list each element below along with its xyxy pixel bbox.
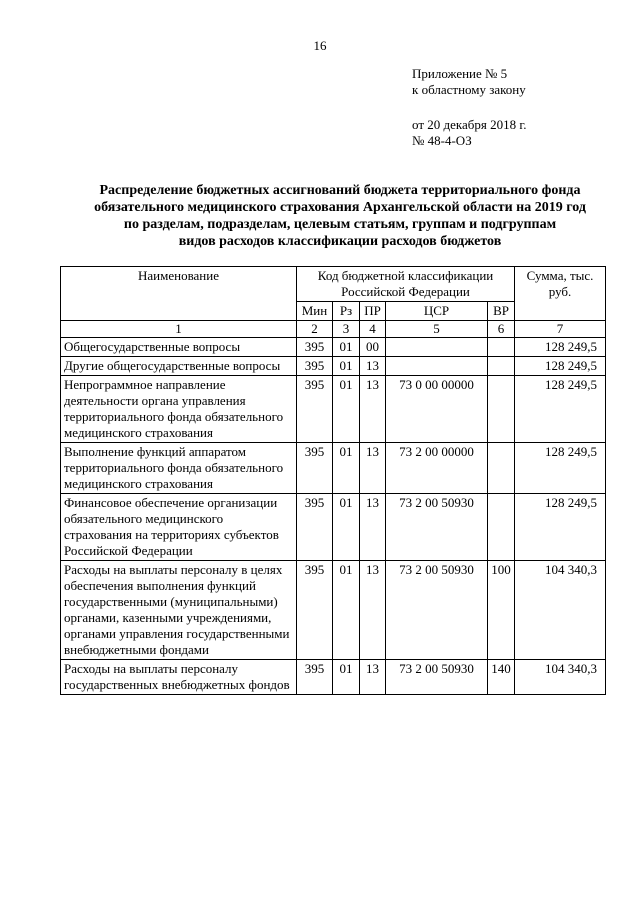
row-sum: 128 249,5: [515, 338, 606, 357]
row-sum: 104 340,3: [515, 660, 606, 695]
row-name: Расходы на выплаты персоналу в целях обеспечения выполнения функций государственными (муниципальными) органами, казенными учреждениями, органами управления государственными внебюджетными фондами: [61, 561, 297, 660]
row-sum: 128 249,5: [515, 357, 606, 376]
row-vr: 140: [488, 660, 515, 695]
row-rz: 01: [333, 494, 360, 561]
table-header-row: [61, 267, 606, 302]
row-sum: 128 249,5: [515, 494, 606, 561]
title-line: обязательного медицинского страхования Архангельской области на 2019 год: [94, 200, 586, 215]
row-vr: [488, 494, 515, 561]
row-pr: 13: [360, 494, 386, 561]
row-csr: [386, 357, 488, 376]
table-row: [61, 660, 606, 695]
row-name: Выполнение функций аппаратом территориального фонда обязательного медицинского страхования: [61, 443, 297, 494]
column-number: 2: [297, 321, 333, 338]
row-csr: [386, 338, 488, 357]
column-number: 4: [360, 321, 386, 338]
row-rz: 01: [333, 376, 360, 443]
column-number: 7: [515, 321, 606, 338]
row-vr: [488, 338, 515, 357]
row-pr: 13: [360, 376, 386, 443]
title-line: Распределение бюджетных ассигнований бюджета территориального фонда: [99, 183, 581, 198]
row-csr: 73 2 00 50930: [386, 494, 488, 561]
appendix-line: к областному закону: [412, 82, 526, 97]
column-number: 3: [333, 321, 360, 338]
table-row: [61, 357, 606, 376]
appendix-block: [412, 66, 527, 149]
row-min: 395: [297, 338, 333, 357]
row-min: 395: [297, 376, 333, 443]
title-line: по разделам, подразделам, целевым статьям, группам и подгруппам: [123, 217, 557, 232]
row-csr: 73 2 00 00000: [386, 443, 488, 494]
table-row: [61, 338, 606, 357]
header-rz: Рз: [333, 302, 360, 321]
row-rz: 01: [333, 357, 360, 376]
row-rz: 01: [333, 561, 360, 660]
row-pr: 13: [360, 443, 386, 494]
title-line: видов расходов классификации расходов бюджетов: [178, 234, 502, 249]
row-vr: [488, 443, 515, 494]
row-pr: 00: [360, 338, 386, 357]
appendix-line: Приложение № 5: [412, 66, 508, 81]
row-min: 395: [297, 494, 333, 561]
appendix-date: от 20 декабря 2018 г.: [412, 117, 527, 132]
row-sum: 128 249,5: [515, 376, 606, 443]
row-min: 395: [297, 443, 333, 494]
row-rz: 01: [333, 443, 360, 494]
table-row: [61, 443, 606, 494]
header-name: Наименование: [61, 267, 297, 321]
header-csr: ЦСР: [386, 302, 488, 321]
document-title: [60, 182, 620, 250]
row-csr: 73 2 00 50930: [386, 660, 488, 695]
header-code-group: Код бюджетной классификации Российской Федерации: [297, 267, 515, 302]
row-pr: 13: [360, 357, 386, 376]
row-name: Общегосударственные вопросы: [61, 338, 297, 357]
table-row: [61, 376, 606, 443]
table-row: [61, 561, 606, 660]
budget-table: [60, 266, 606, 695]
row-csr: 73 2 00 50930: [386, 561, 488, 660]
column-number: 6: [488, 321, 515, 338]
row-rz: 01: [333, 660, 360, 695]
row-name: Расходы на выплаты персоналу государственных внебюджетных фондов: [61, 660, 297, 695]
table-row: [61, 494, 606, 561]
row-sum: 128 249,5: [515, 443, 606, 494]
column-number-row: [61, 321, 606, 338]
row-min: 395: [297, 357, 333, 376]
page-number: 16: [313, 38, 327, 53]
row-vr: [488, 357, 515, 376]
row-name: Непрограммное направление деятельности органа управления территориального фонда обязательного медицинского страхования: [61, 376, 297, 443]
row-vr: 100: [488, 561, 515, 660]
header-min: Мин: [297, 302, 333, 321]
appendix-law-number: № 48-4-ОЗ: [412, 133, 472, 148]
header-vr: ВР: [488, 302, 515, 321]
header-pr: ПР: [360, 302, 386, 321]
row-rz: 01: [333, 338, 360, 357]
column-number: 5: [386, 321, 488, 338]
row-vr: [488, 376, 515, 443]
row-pr: 13: [360, 561, 386, 660]
row-min: 395: [297, 660, 333, 695]
column-number: 1: [61, 321, 297, 338]
row-pr: 13: [360, 660, 386, 695]
header-sum: Сумма, тыс. руб.: [515, 267, 606, 321]
row-sum: 104 340,3: [515, 561, 606, 660]
row-min: 395: [297, 561, 333, 660]
row-name: Другие общегосударственные вопросы: [61, 357, 297, 376]
row-name: Финансовое обеспечение организации обязательного медицинского страхования на территориях субъектов Российской Федерации: [61, 494, 297, 561]
row-csr: 73 0 00 00000: [386, 376, 488, 443]
